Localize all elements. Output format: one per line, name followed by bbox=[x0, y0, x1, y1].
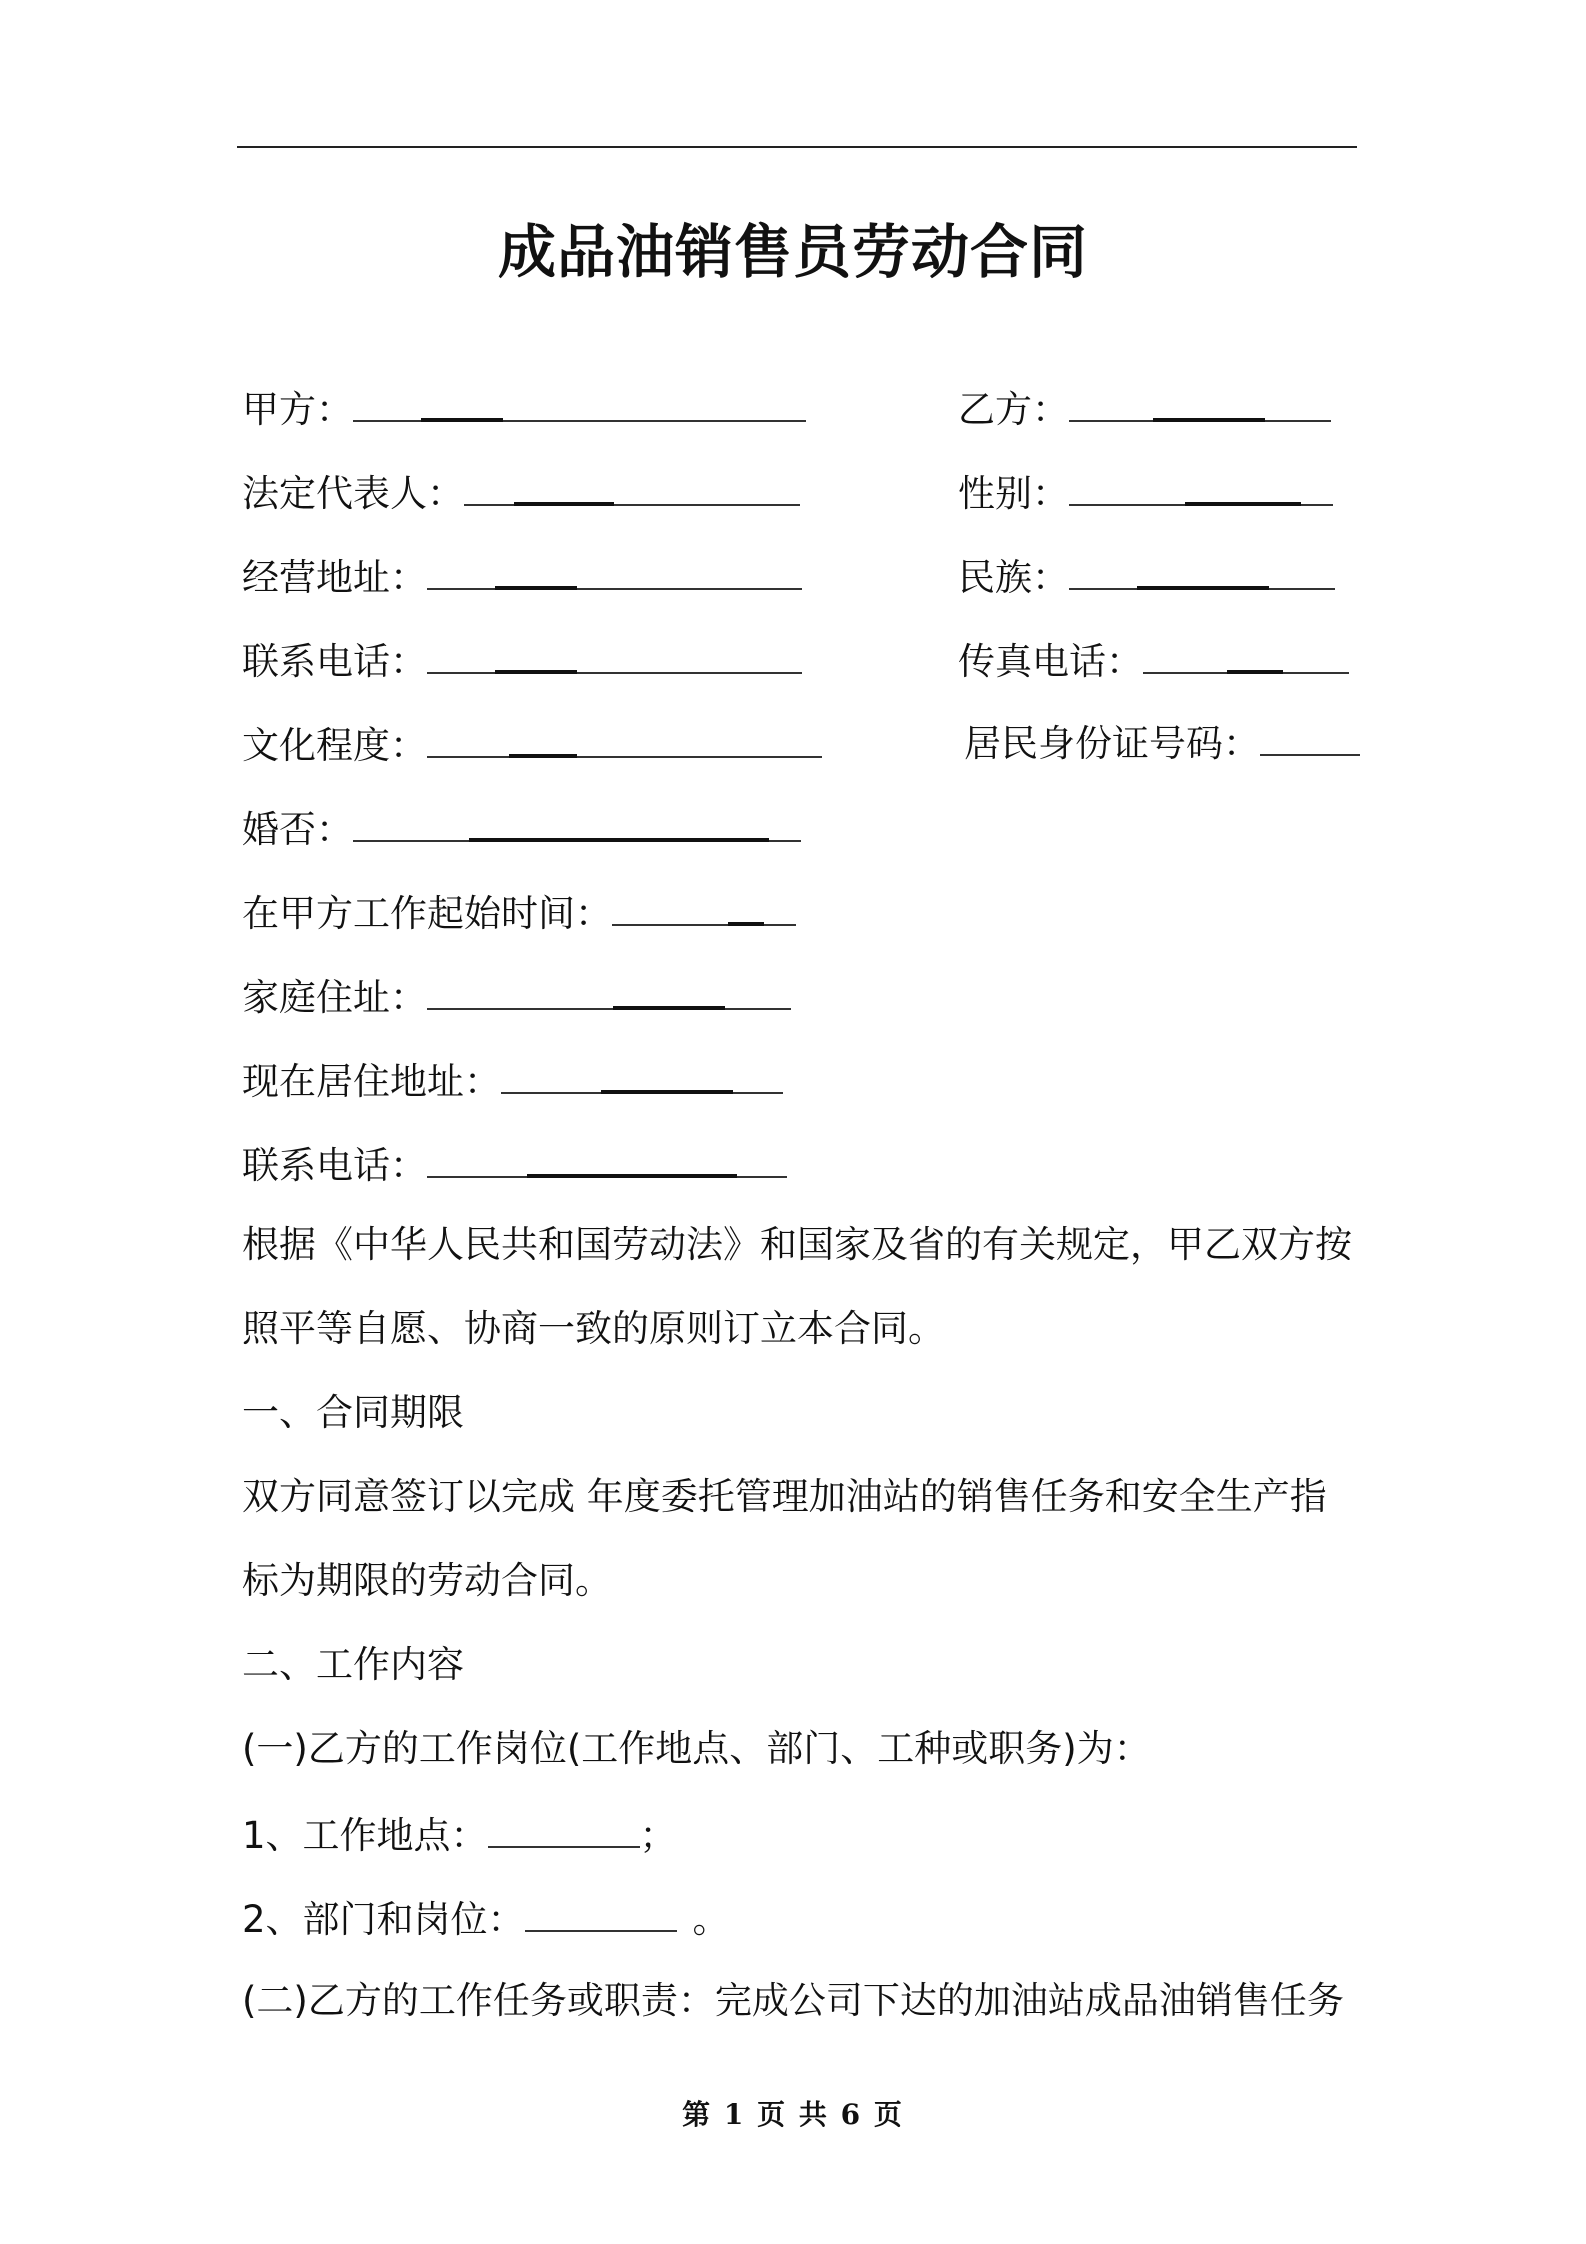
field-education bbox=[242, 716, 822, 771]
paragraph-term-1: 双方同意签订以完成 年度委托管理加油站的销售任务和安全生产指 bbox=[242, 1475, 1327, 1518]
field-fax bbox=[958, 632, 1349, 687]
blank-line[interactable] bbox=[733, 1054, 783, 1094]
field-current-address bbox=[242, 1052, 783, 1107]
blank-line[interactable] bbox=[421, 380, 503, 422]
page-number: 第 1 页 共 6 页 bbox=[682, 2098, 904, 2131]
blank-line[interactable] bbox=[612, 886, 728, 926]
blank-line[interactable] bbox=[1143, 634, 1227, 674]
blank-line[interactable] bbox=[488, 1808, 640, 1848]
blank-line[interactable] bbox=[464, 466, 514, 506]
blank-line[interactable] bbox=[527, 1136, 737, 1178]
field-label: 居民身份证号码： bbox=[964, 722, 1260, 765]
blank-line[interactable] bbox=[577, 634, 802, 674]
field-party-b bbox=[958, 380, 1331, 435]
blank-line[interactable] bbox=[614, 466, 800, 506]
blank-line[interactable] bbox=[525, 1892, 677, 1932]
blank-line[interactable] bbox=[1269, 550, 1335, 590]
blank-line[interactable] bbox=[1265, 382, 1331, 422]
blank-line[interactable] bbox=[427, 1138, 527, 1178]
blank-line[interactable] bbox=[737, 1138, 787, 1178]
field-contact-phone-b bbox=[242, 1136, 787, 1191]
blank-line[interactable] bbox=[764, 886, 796, 926]
paragraph-legal-basis-2: 照平等自愿、协商一致的原则订立本合同。 bbox=[242, 1307, 945, 1350]
paragraph-legal-basis-1: 根据《中华人民共和国劳动法》和国家及省的有关规定，甲乙双方按 bbox=[242, 1223, 1352, 1266]
item-suffix: ； bbox=[639, 1814, 677, 1857]
blank-line[interactable] bbox=[495, 548, 577, 590]
blank-line[interactable] bbox=[1069, 382, 1153, 422]
field-label: 家庭住址： bbox=[242, 976, 427, 1019]
field-label: 传真电话： bbox=[958, 640, 1143, 683]
blank-line[interactable] bbox=[725, 970, 791, 1010]
blank-line[interactable] bbox=[427, 718, 509, 758]
item-work-location bbox=[242, 1808, 677, 1861]
field-home-address bbox=[242, 968, 791, 1023]
blank-line[interactable] bbox=[1260, 716, 1360, 756]
field-party-a bbox=[242, 380, 806, 435]
blank-line[interactable] bbox=[509, 716, 577, 758]
blank-line[interactable] bbox=[1301, 466, 1333, 506]
field-gender bbox=[958, 464, 1333, 519]
blank-line[interactable] bbox=[427, 550, 495, 590]
item-label: 2、部门和岗位： bbox=[242, 1898, 525, 1941]
field-label: 联系电话： bbox=[242, 1144, 427, 1187]
blank-line[interactable] bbox=[501, 1054, 601, 1094]
paragraph-position: (一)乙方的工作岗位(工作地点、部门、工种或职务)为： bbox=[242, 1727, 1151, 1770]
blank-line[interactable] bbox=[1227, 632, 1283, 674]
blank-line[interactable] bbox=[1153, 380, 1265, 422]
field-label: 民族： bbox=[958, 556, 1069, 599]
field-id-number bbox=[964, 716, 1360, 769]
blank-line[interactable] bbox=[353, 802, 469, 842]
blank-line[interactable] bbox=[577, 718, 822, 758]
blank-line[interactable] bbox=[1069, 550, 1137, 590]
item-department-position bbox=[242, 1892, 730, 1945]
blank-line[interactable] bbox=[514, 464, 614, 506]
paragraph-duties: (二)乙方的工作任务或职责：完成公司下达的加油站成品油销售任务 bbox=[242, 1979, 1344, 2022]
field-label: 法定代表人： bbox=[242, 472, 464, 515]
field-label: 性别： bbox=[958, 472, 1069, 515]
field-ethnicity bbox=[958, 548, 1335, 603]
paragraph-term-2: 标为期限的劳动合同。 bbox=[242, 1559, 612, 1602]
blank-line[interactable] bbox=[1185, 464, 1301, 506]
item-label: 1、工作地点： bbox=[242, 1814, 488, 1857]
blank-line[interactable] bbox=[1069, 466, 1185, 506]
blank-line[interactable] bbox=[601, 1052, 733, 1094]
field-start-date bbox=[242, 884, 796, 939]
blank-line[interactable] bbox=[577, 550, 802, 590]
field-contact-phone-a bbox=[242, 632, 802, 687]
blank-line[interactable] bbox=[503, 382, 806, 422]
field-label: 联系电话： bbox=[242, 640, 427, 683]
item-suffix: 。 bbox=[692, 1898, 730, 1941]
blank-line[interactable] bbox=[728, 884, 764, 926]
field-label: 现在居住地址： bbox=[242, 1060, 501, 1103]
field-label: 文化程度： bbox=[242, 724, 427, 767]
field-label: 在甲方工作起始时间： bbox=[242, 892, 612, 935]
field-business-address bbox=[242, 548, 802, 603]
blank-line[interactable] bbox=[613, 968, 725, 1010]
header-rule bbox=[237, 146, 1357, 148]
blank-line[interactable] bbox=[1137, 548, 1269, 590]
blank-line[interactable] bbox=[427, 634, 495, 674]
blank-line[interactable] bbox=[495, 632, 577, 674]
section-heading-term: 一、合同期限 bbox=[242, 1391, 464, 1434]
field-label: 婚否： bbox=[242, 808, 353, 851]
field-label: 甲方： bbox=[242, 388, 353, 431]
field-label: 乙方： bbox=[958, 388, 1069, 431]
section-heading-work: 二、工作内容 bbox=[242, 1643, 464, 1686]
field-legal-rep bbox=[242, 464, 800, 519]
document-title: 成品油销售员劳动合同 bbox=[497, 218, 1088, 286]
blank-line[interactable] bbox=[769, 802, 801, 842]
blank-line[interactable] bbox=[469, 800, 769, 842]
field-label: 经营地址： bbox=[242, 556, 427, 599]
field-marital bbox=[242, 800, 801, 855]
blank-line[interactable] bbox=[353, 382, 421, 422]
blank-line[interactable] bbox=[1283, 634, 1349, 674]
blank-line[interactable] bbox=[427, 970, 613, 1010]
